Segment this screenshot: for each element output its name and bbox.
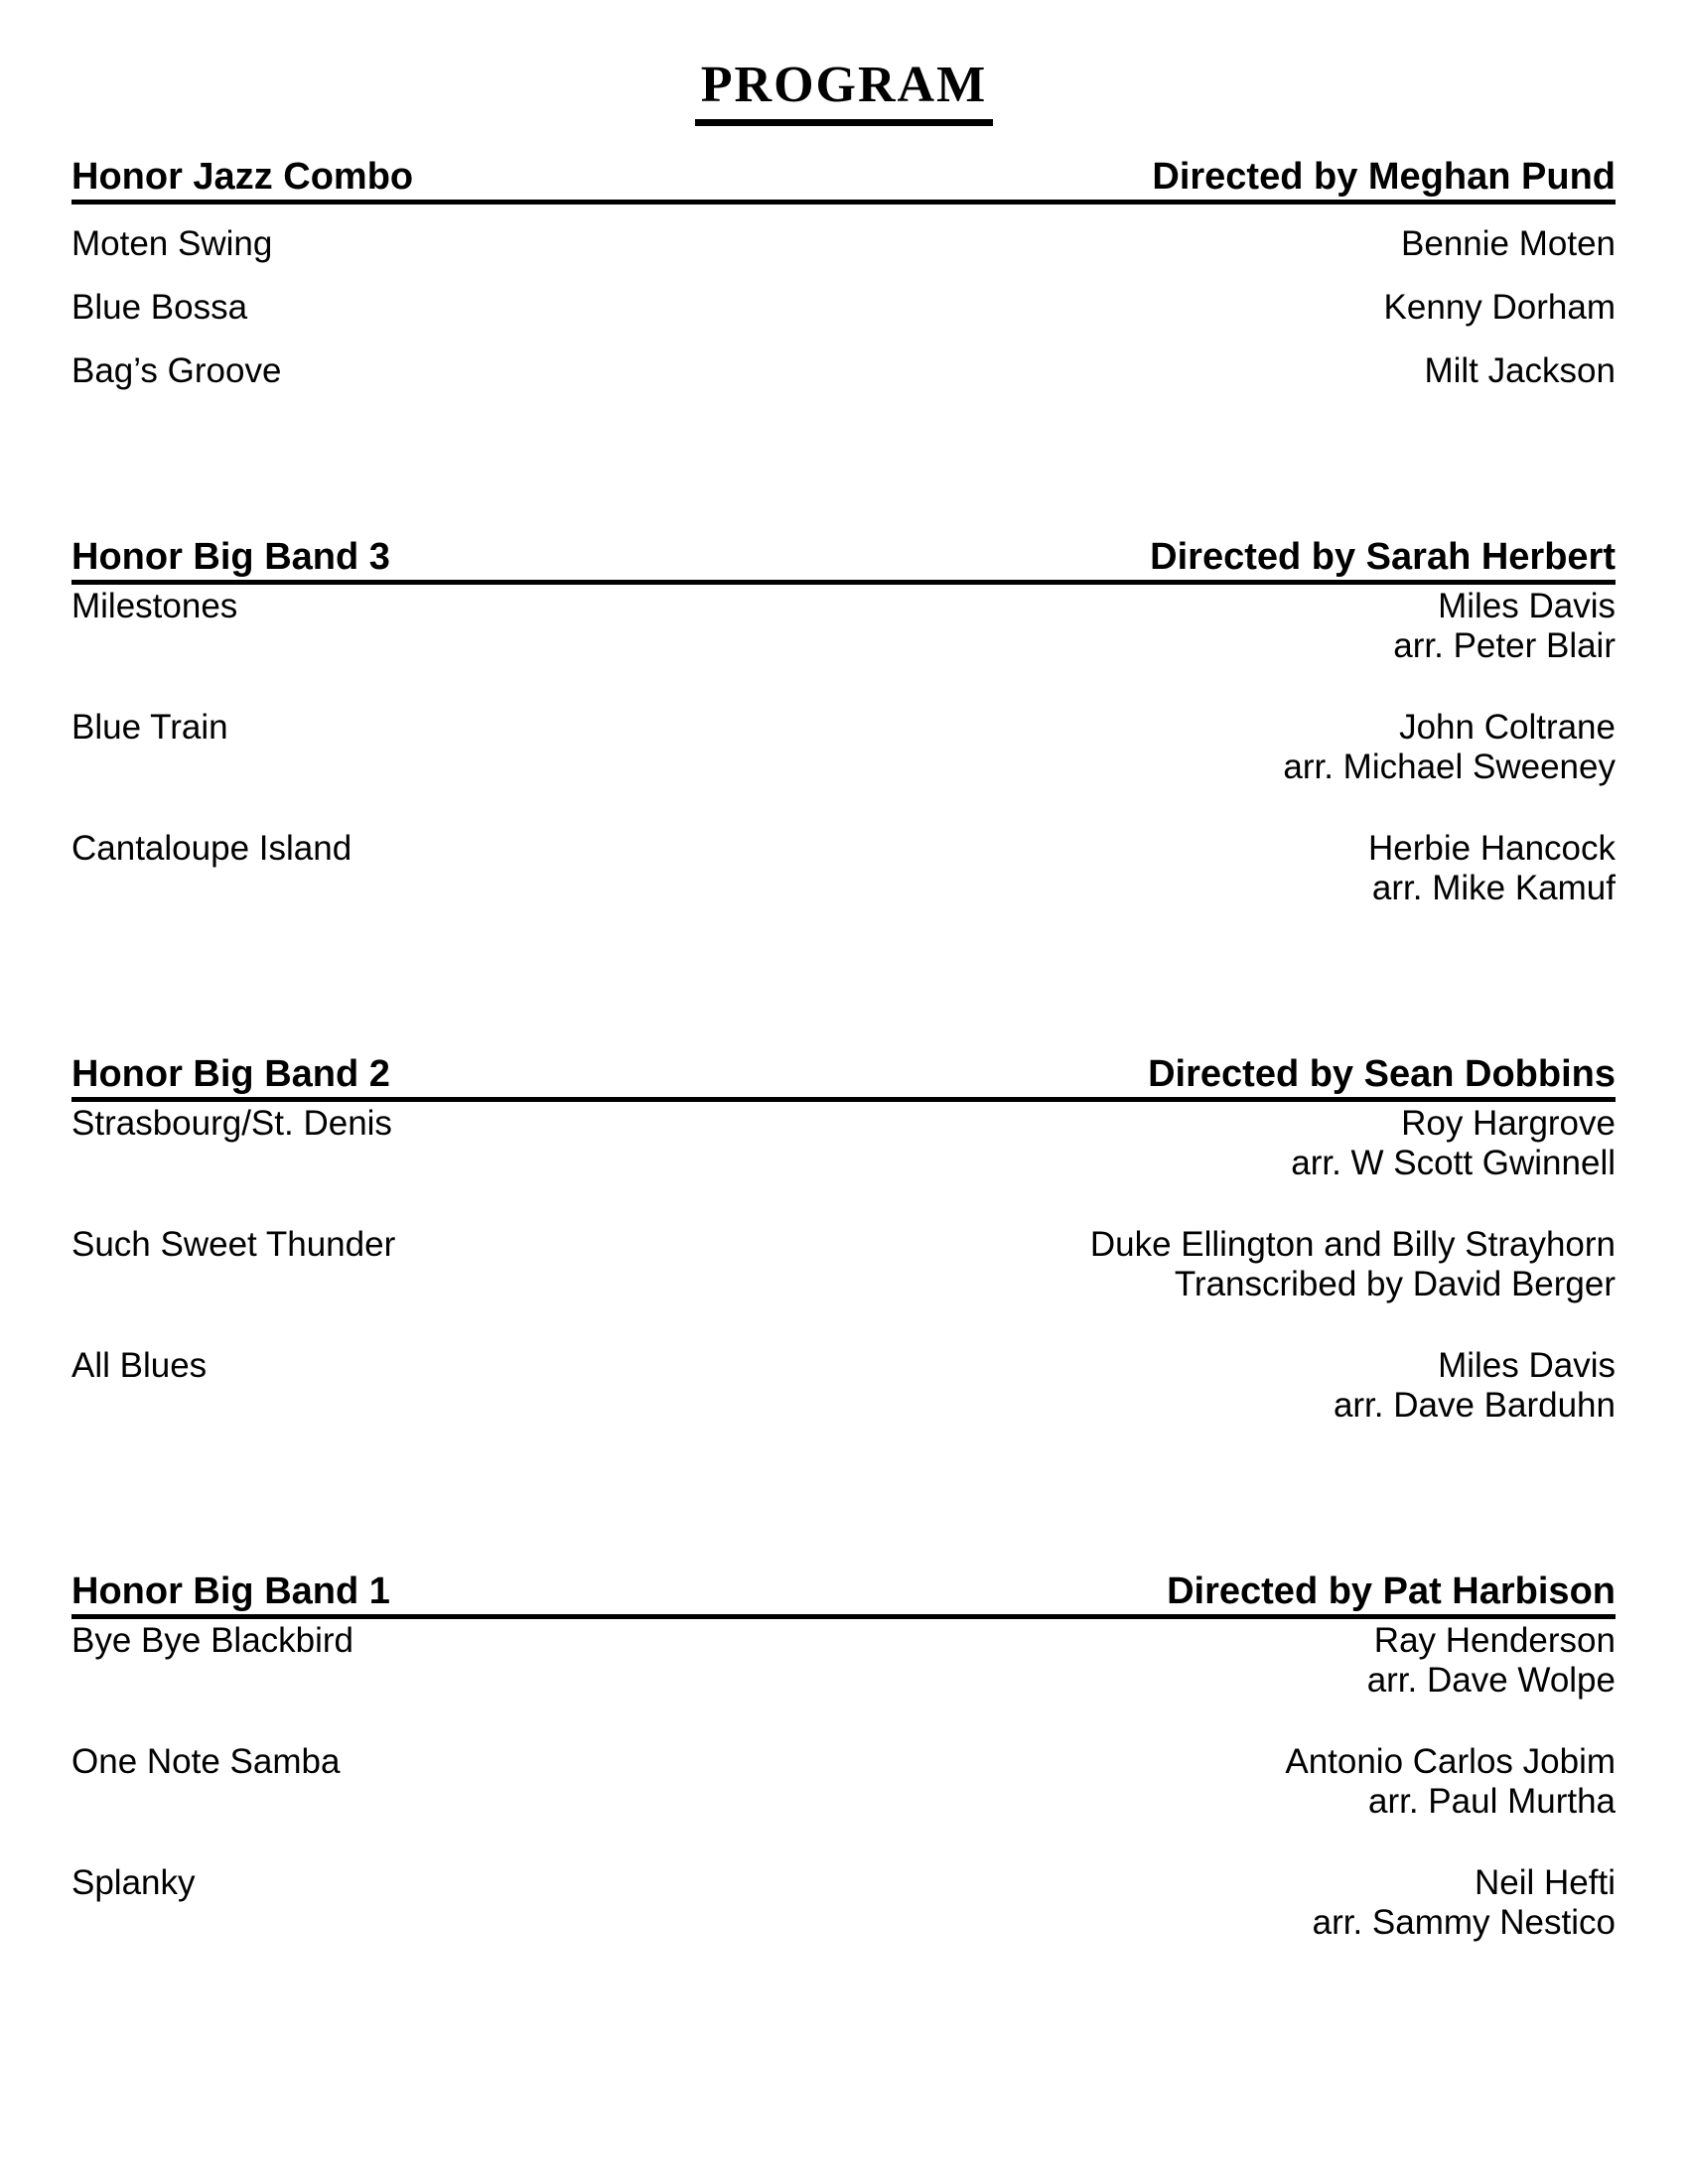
piece-row — [71, 351, 1616, 391]
composer: Bennie Moten — [1401, 224, 1616, 263]
composer: Ray Henderson — [1373, 1621, 1616, 1660]
piece-row — [71, 224, 1616, 264]
composer: John Coltrane — [1399, 708, 1616, 747]
arranger: arr. Michael Sweeney — [1283, 748, 1616, 786]
piece-row — [71, 1621, 1616, 1701]
arranger: arr. Paul Murtha — [1368, 1782, 1616, 1821]
piece-credits — [1384, 288, 1616, 328]
piece-row — [71, 1346, 1616, 1426]
piece-list — [71, 224, 1616, 391]
section-header — [71, 156, 1616, 205]
piece-credits — [1313, 1863, 1616, 1943]
piece-title: Such Sweet Thunder — [71, 1225, 396, 1264]
piece-row — [71, 1104, 1616, 1183]
piece-title: Moten Swing — [71, 224, 273, 263]
piece-title: Milestones — [71, 587, 238, 625]
piece-row — [71, 1863, 1616, 1943]
arranger: Transcribed by David Berger — [1174, 1265, 1616, 1303]
section-honor-big-band-1 — [71, 1570, 1616, 1943]
composer: Antonio Carlos Jobim — [1285, 1742, 1616, 1781]
composer: Kenny Dorham — [1383, 288, 1616, 327]
piece-credits — [1285, 1742, 1616, 1822]
piece-credits — [1334, 1346, 1616, 1426]
piece-title: One Note Samba — [71, 1742, 341, 1781]
piece-credits — [1090, 1225, 1616, 1304]
piece-row — [71, 288, 1616, 328]
piece-title: Bye Bye Blackbird — [71, 1621, 354, 1660]
piece-row — [71, 829, 1616, 908]
piece-row — [71, 587, 1616, 666]
piece-credits — [1368, 829, 1616, 908]
piece-row — [71, 708, 1616, 787]
section-name: Honor Jazz Combo — [71, 156, 414, 198]
composer: Roy Hargrove — [1401, 1104, 1616, 1143]
section-director: Directed by Meghan Pund — [1152, 156, 1616, 198]
section-director: Directed by Sean Dobbins — [1148, 1053, 1616, 1095]
piece-title: Strasbourg/St. Denis — [71, 1104, 392, 1143]
piece-title: Cantaloupe Island — [71, 829, 352, 868]
piece-credits — [1291, 1104, 1616, 1183]
piece-credits — [1424, 351, 1616, 391]
section-director: Directed by Sarah Herbert — [1150, 536, 1616, 578]
page-title: PROGRAM — [695, 58, 993, 126]
piece-credits — [1401, 224, 1616, 264]
piece-title: Blue Bossa — [71, 288, 248, 327]
piece-credits — [1283, 708, 1616, 787]
section-name: Honor Big Band 3 — [71, 536, 390, 578]
section-header — [71, 1570, 1616, 1619]
section-honor-jazz-combo — [71, 156, 1616, 391]
section-header — [71, 1053, 1616, 1102]
composer: Duke Ellington and Billy Strayhorn — [1089, 1225, 1616, 1264]
composer: Neil Hefti — [1475, 1863, 1616, 1902]
section-name: Honor Big Band 2 — [71, 1053, 390, 1095]
piece-row — [71, 1742, 1616, 1822]
piece-list — [71, 1104, 1616, 1426]
section-director: Directed by Pat Harbison — [1167, 1570, 1616, 1612]
arranger: arr. W Scott Gwinnell — [1291, 1144, 1616, 1182]
arranger: arr. Mike Kamuf — [1371, 869, 1616, 907]
composer: Milt Jackson — [1424, 351, 1616, 390]
arranger: arr. Peter Blair — [1393, 626, 1616, 665]
composer: Miles Davis — [1438, 1346, 1616, 1385]
piece-list — [71, 587, 1616, 908]
piece-row — [71, 1225, 1616, 1304]
section-name: Honor Big Band 1 — [71, 1570, 390, 1612]
piece-title: Splanky — [71, 1863, 196, 1902]
piece-list — [71, 1621, 1616, 1943]
section-honor-big-band-3 — [71, 536, 1616, 908]
program-content — [71, 156, 1616, 1943]
composer: Miles Davis — [1438, 587, 1616, 625]
section-honor-big-band-2 — [71, 1053, 1616, 1426]
arranger: arr. Dave Barduhn — [1333, 1386, 1616, 1425]
section-header — [71, 536, 1616, 585]
piece-credits — [1393, 587, 1616, 666]
piece-title: Blue Train — [71, 708, 228, 747]
composer: Herbie Hancock — [1368, 829, 1616, 868]
piece-title: Bag’s Groove — [71, 351, 282, 390]
piece-credits — [1367, 1621, 1616, 1701]
title-row — [0, 58, 1688, 126]
arranger: arr. Dave Wolpe — [1366, 1661, 1616, 1700]
piece-title: All Blues — [71, 1346, 208, 1385]
arranger: arr. Sammy Nestico — [1312, 1903, 1616, 1942]
